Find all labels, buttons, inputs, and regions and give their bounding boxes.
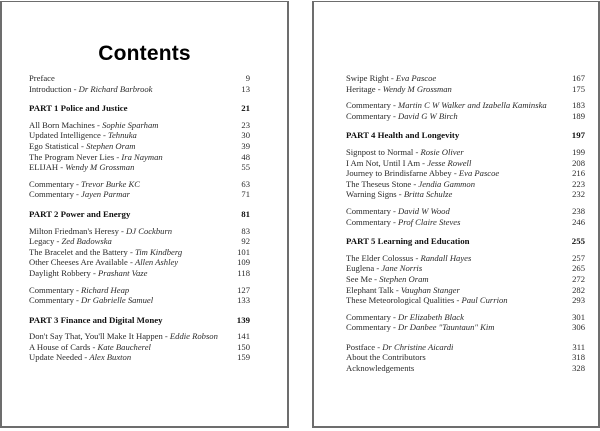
toc-entry-author: Dr Richard Barbrook [78,83,153,94]
toc-entry-author: Richard Heap [81,284,130,295]
toc-entry-author: Trevor Burke KC [81,178,140,189]
toc-list-left [29,73,250,363]
toc-entry-author: Alex Buxton [89,352,132,363]
toc-entry [29,226,250,237]
toc-separator: - [71,83,79,94]
toc-entry-title-group [29,103,230,114]
toc-entry [346,158,585,169]
toc-entry [346,206,585,217]
toc-entry [29,295,250,306]
toc-entry-title-group [346,342,565,353]
toc-separator: - [390,100,399,111]
toc-separator: - [413,252,421,263]
toc-page-number: 139 [236,314,250,325]
toc-entry-title: Other Cheeses Are Available [29,257,128,268]
toc-entry-title: I Am Not, Until I Am [346,157,421,168]
toc-entry [29,73,250,84]
toc-entry-title-group [29,141,230,152]
toc-entry-title: Swipe Right [346,73,389,83]
toc-separator: - [420,157,428,168]
toc-entry-title-group [346,100,565,111]
toc-entry-title-group [29,130,230,141]
toc-entry [346,274,585,285]
toc-entry [346,73,585,84]
toc-entry-title: PART 2 Power and Energy [29,208,131,219]
toc-separator: - [90,267,98,278]
toc-separator: - [372,273,380,284]
toc-entry-title: Commentary [346,205,391,216]
toc-entry [346,312,585,323]
toc-entry-title-group [29,295,230,306]
toc-entry-title-group [346,253,565,264]
toc-page-number: 150 [237,341,250,352]
toc-entry-author: Tim Kindberg [134,246,183,257]
toc-entry [346,217,585,228]
toc-page-number: 23 [241,119,250,130]
toc-entry-title-group [346,285,565,296]
toc-entry-author: Britta Schulze [403,189,453,200]
toc-entry-author: Zed Badowska [61,236,112,247]
right-page [312,1,600,428]
toc-page-number: 328 [572,363,585,374]
toc-separator: - [375,341,383,352]
toc-entry-title: Commentary [29,189,74,200]
toc-entry [29,130,250,141]
toc-page-number: 48 [241,151,250,162]
toc-entry [346,111,585,122]
toc-page-number: 39 [241,140,250,151]
toc-entry-title: Commentary [29,295,74,306]
toc-entry-title-group [29,73,230,84]
toc-entry [29,257,250,268]
toc-entry-author: Jayen Parmar [81,189,130,200]
toc-separator: - [94,119,103,130]
toc-entry-author: Stephen Oram [379,273,429,284]
toc-entry-title: About the Contributors [346,352,426,363]
toc-entry-title: Heritage [346,83,376,94]
toc-entry [346,147,585,158]
toc-page-number: 282 [572,284,585,295]
toc-separator: - [411,178,419,189]
toc-entry-title: Legacy [29,236,55,247]
toc-entry [346,322,585,333]
toc-separator: - [73,284,82,295]
toc-entry-title: Euglena [346,263,375,274]
toc-separator: - [393,284,401,295]
toc-entry [346,342,585,353]
toc-entry-author: Tehnuka [108,130,137,141]
toc-entry [29,236,250,247]
section-spacer [346,227,585,236]
toc-entry-title-group [29,352,230,363]
toc-page-number: 238 [572,205,585,216]
left-page [0,1,289,428]
toc-separator: - [396,189,404,200]
toc-entry-title-group [346,206,565,217]
toc-entry-title: Preface [29,73,55,83]
toc-page-number: 127 [237,284,250,295]
toc-entry-title: Commentary [29,178,74,189]
toc-entry-title: Commentary [346,110,391,121]
toc-entry-title-group [29,331,230,342]
toc-separator: - [390,322,399,333]
toc-entry-title: Warning Signs [346,189,397,200]
toc-separator: - [90,341,98,352]
section-spacer [29,94,250,103]
toc-entry-title-group [346,130,565,141]
toc-part-heading [29,103,250,114]
toc-entry [346,189,585,200]
toc-page-number: 133 [237,295,250,306]
toc-entry-title-group [29,285,230,296]
toc-entry-title: Commentary [346,100,391,111]
toc-entry-title: Update Needed [29,352,83,363]
toc-entry-author: Rosie Oliver [420,146,464,157]
toc-part-heading [29,315,250,326]
toc-separator: - [54,236,62,247]
toc-entry [346,253,585,264]
toc-entry-title-group [346,111,565,122]
toc-entry-author: Dr Elizabeth Black [398,311,464,322]
toc-page-number: 293 [572,295,585,306]
toc-separator: - [413,146,421,157]
toc-entry-title-group [29,209,230,220]
toc-entry-title: The Elder Colossus [346,252,414,263]
toc-entry-title-group [346,84,565,95]
toc-separator: - [100,130,108,141]
toc-entry-author: Martin C W Walker and Izabella Kaminska [398,100,547,111]
toc-part-heading [346,130,585,141]
toc-page-number: 175 [572,83,585,94]
toc-page-number: 255 [571,236,585,247]
toc-page-number: 13 [241,83,250,94]
toc-entry-title: ELIJAH [29,162,59,173]
toc-entry-title: All Born Machines [29,119,95,130]
toc-page-number: 318 [572,352,585,363]
toc-separator: - [58,162,66,173]
section-spacer [346,333,585,342]
toc-page-number: 159 [237,352,250,363]
toc-entry-title-group [29,268,230,279]
toc-entry-title: PART 3 Finance and Digital Money [29,314,163,325]
toc-page-number: 208 [572,157,585,168]
toc-entry-title-group [346,263,565,274]
toc-separator: - [78,140,87,151]
toc-entry-title: Commentary [346,322,391,333]
toc-page-number: 216 [572,168,585,179]
toc-page-number: 272 [572,273,585,284]
toc-entry-title: Ego Statistical [29,140,79,151]
toc-entry [29,352,250,363]
toc-entry [346,179,585,190]
toc-page-number: 92 [241,236,250,247]
toc-page-number: 63 [241,178,250,189]
toc-entry-author: DJ Cockburn [126,225,173,236]
toc-page-number: 141 [237,331,250,342]
section-spacer [29,306,250,315]
toc-entry-title: PART 5 Learning and Education [346,236,470,247]
toc-separator: - [388,73,396,83]
toc-entry [346,100,585,111]
toc-entry-author: Dr Christine Aicardi [382,341,454,352]
toc-entry-author: Eva Pascoe [458,168,500,179]
toc-entry-title-group [346,158,565,169]
toc-page-number: 118 [237,267,250,278]
toc-entry-author: Randall Hayes [420,252,472,263]
toc-entry-author: Dr Danbee "Tauntaun" Kim [398,322,495,333]
toc-entry [29,162,250,173]
toc-page-number: 55 [241,162,250,173]
toc-entry-title-group [346,236,565,247]
toc-entry-author: Prashant Vaze [98,267,148,278]
toc-page-number: 223 [572,178,585,189]
toc-entry [346,263,585,274]
toc-entry-author: Jendia Gammon [418,178,475,189]
toc-page-number: 9 [245,73,250,83]
toc-entry-author: Kate Baucherel [97,341,151,352]
toc-entry-title-group [29,162,230,173]
toc-separator: - [73,295,82,306]
toc-entry-title: Milton Friedman's Heresy [29,225,119,236]
toc-separator: - [375,83,383,94]
toc-entry [29,84,250,95]
toc-entry [29,141,250,152]
section-spacer [346,121,585,130]
toc-entry [29,189,250,200]
toc-entry [29,268,250,279]
section-spacer [29,200,250,209]
toc-entry-title-group [346,352,565,363]
toc-separator: - [374,263,382,274]
toc-entry-author: Allen Ashley [135,257,179,268]
toc-entry-author: Jane Norris [381,263,423,274]
toc-separator: - [451,168,459,179]
toc-entry-author: David G W Birch [398,110,458,121]
toc-entry-title-group [346,295,565,306]
toc-separator: - [127,257,136,268]
toc-page-number: 167 [572,73,585,83]
toc-entry-author: Eva Pascoe [395,73,437,83]
toc-entry-title: Signpost to Normal [346,146,414,157]
toc-entry-title-group [346,217,565,228]
toc-entry-title-group [346,363,565,374]
toc-page-number: 306 [572,322,585,333]
toc-entry-title: The Program Never Lies [29,151,115,162]
toc-separator: - [82,352,90,363]
toc-entry-author: Ira Nayman [121,151,163,162]
toc-entry-title: Commentary [346,311,391,322]
toc-entry-title: Commentary [29,284,74,295]
toc-page-number: 101 [237,246,250,257]
toc-entry-author: Wendy M Grossman [382,83,452,94]
toc-page-number: 301 [572,311,585,322]
toc-page-number: 257 [572,252,585,263]
toc-entry-title: PART 1 Police and Justice [29,103,128,114]
toc-entry [29,285,250,296]
toc-page-number: 21 [241,103,250,114]
toc-separator: - [114,151,122,162]
toc-entry [29,331,250,342]
toc-entry-title: These Meteorological Qualities [346,295,455,306]
toc-entry-title-group [29,179,230,190]
toc-entry-author: Stephen Oram [86,140,136,151]
toc-part-heading [29,209,250,220]
toc-page-number: 246 [572,216,585,227]
toc-entry-title: See Me [346,273,373,284]
toc-separator: - [390,216,399,227]
toc-entry-author: Dr Gabrielle Samuel [81,295,154,306]
toc-separator: - [73,178,82,189]
toc-entry-title-group [29,120,230,131]
toc-page-number: 311 [572,341,585,352]
toc-entry [29,247,250,258]
page-title: Contents [98,42,191,65]
toc-page-number: 81 [241,208,250,219]
toc-entry-author: Prof Claire Steves [398,216,461,227]
toc-entry-title-group [29,226,230,237]
toc-page-number: 30 [241,130,250,141]
toc-entry-title-group [29,152,230,163]
toc-entry [346,285,585,296]
toc-entry-title: Journey to Brindisfarne Abbey [346,168,452,179]
toc-entry-title: PART 4 Health and Longevity [346,130,460,141]
toc-entry-title: The Bracelet and the Battery [29,246,128,257]
toc-entry [29,120,250,131]
toc-page-number: 83 [241,225,250,236]
toc-separator: - [162,331,170,342]
toc-entry-title: A House of Cards [29,341,91,352]
toc-entry-author: Paul Currion [461,295,508,306]
toc-entry-title: Acknowledgements [346,363,415,374]
toc-page-number: 71 [241,189,250,200]
toc-entry-title-group [29,342,230,353]
toc-entry-author: Wendy M Grossman [65,162,135,173]
toc-entry-title: The Theseus Stone [346,178,412,189]
toc-entry-title: Updated Intelligence [29,130,101,141]
toc-entry [29,342,250,353]
toc-entry-title-group [346,147,565,158]
toc-entry [346,168,585,179]
toc-entry-title-group [29,236,230,247]
toc-separator: - [118,225,127,236]
toc-entry-title-group [346,274,565,285]
toc-entry-title-group [346,73,565,84]
toc-entry-title-group [29,189,230,200]
toc-page-number: 232 [572,189,585,200]
toc-entry-title-group [29,315,230,326]
toc-page-number: 109 [237,257,250,268]
toc-entry-title: Commentary [346,216,391,227]
toc-separator: - [127,246,135,257]
toc-page-number: 199 [572,146,585,157]
toc-entry-author: Eddie Robson [169,331,218,342]
toc-separator: - [390,110,399,121]
toc-entry [346,363,585,374]
toc-entry [29,152,250,163]
toc-entry-title-group [346,189,565,200]
toc-separator: - [73,189,82,200]
toc-entry-title-group [29,84,230,95]
toc-page-number: 183 [572,100,585,111]
toc-separator: - [454,295,462,306]
toc-entry-author: Sophie Sparham [102,119,159,130]
toc-entry-title: Introduction [29,83,72,94]
toc-entry-title-group [29,257,230,268]
toc-entry-title-group [29,247,230,258]
toc-separator: - [390,311,399,322]
toc-page-number: 189 [572,110,585,121]
toc-entry-title-group [346,168,565,179]
toc-entry [29,179,250,190]
toc-entry-title: Don't Say That, You'll Make It Happen [29,331,163,342]
toc-entry-author: Vaughan Stanger [400,284,460,295]
toc-entry-title-group [346,312,565,323]
toc-entry [346,352,585,363]
toc-list-right [346,73,585,374]
toc-entry [346,295,585,306]
toc-entry-title-group [346,179,565,190]
toc-entry-title-group [346,322,565,333]
toc-entry-title: Daylight Robbery [29,267,91,278]
toc-entry-author: Jesse Rowell [427,157,472,168]
toc-entry-title: Elephant Talk [346,284,394,295]
toc-entry [346,84,585,95]
toc-entry-title: Postface [346,341,376,352]
toc-separator: - [390,205,399,216]
toc-page-number: 197 [571,130,585,141]
toc-entry-author: David W Wood [398,205,450,216]
toc-part-heading [346,236,585,247]
toc-page-number: 265 [572,263,585,274]
